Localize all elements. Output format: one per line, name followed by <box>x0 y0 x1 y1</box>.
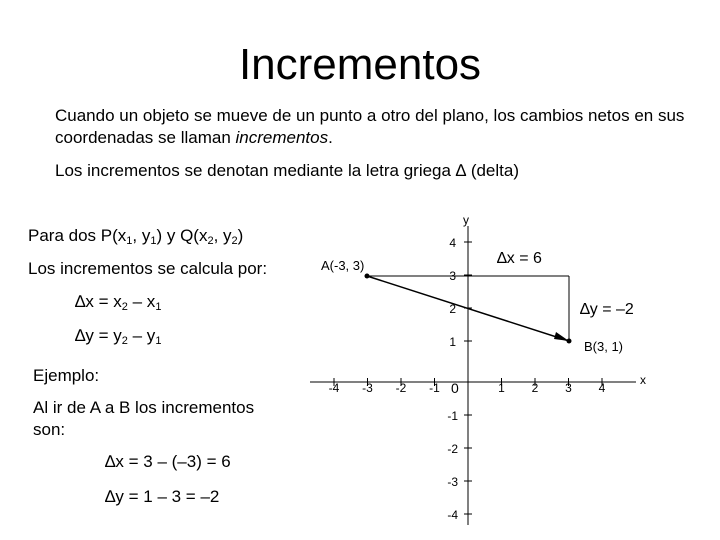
x-tick-label: -2 <box>395 381 407 395</box>
para-dos-sub2: 1 <box>150 235 157 247</box>
intro-end: . <box>328 128 333 147</box>
ejemplo-delta-x: ∆x = 3 – (–3) = 6 <box>105 452 231 471</box>
delta-text-after: (delta) <box>466 161 520 180</box>
x-tick-label: 2 <box>531 381 539 395</box>
para-dos-mid1: , y <box>132 226 151 245</box>
delta-text-before: Los incrementos se denotan mediante la letra griega <box>55 161 456 180</box>
para-dos-sub1: 1 <box>126 235 133 247</box>
ejemplo-text-line2: son: <box>33 420 66 439</box>
formula-dx-a: ∆x = x <box>75 292 122 311</box>
formula-dy-a: ∆y = y <box>75 326 122 345</box>
x-tick-label: 3 <box>565 381 572 395</box>
intro-italic-word: incrementos <box>235 128 329 147</box>
para-dos-sub4: 2 <box>231 235 238 247</box>
y-tick-label: 4 <box>449 236 456 250</box>
point-b-marker <box>567 339 572 344</box>
para-dos-mid3: , y <box>213 226 232 245</box>
formula-dx-sub2: 1 <box>155 301 162 313</box>
formula-dy-sub1: 2 <box>121 335 128 347</box>
para-dos-prefix: Para dos P(x <box>28 226 127 245</box>
point-a-label: A(-3, 3) <box>321 258 365 273</box>
formula-dy-b: – y <box>127 326 156 345</box>
para-dos-sub3: 2 <box>207 235 214 247</box>
slide-title: Incrementos <box>238 40 482 89</box>
point-a-marker <box>365 274 370 279</box>
se-calcula-text: Los incrementos se calcula por: <box>28 259 268 278</box>
ejemplo-label: Ejemplo: <box>33 366 100 385</box>
para-dos-mid2: ) y Q(x <box>156 226 208 245</box>
segment-arrowhead <box>554 332 569 341</box>
y-tick-label: 2 <box>449 302 456 316</box>
x-tick-label: -1 <box>429 381 440 395</box>
formula-dy-sub2: 1 <box>155 335 162 347</box>
x-tick-label: -4 <box>328 381 340 395</box>
y-tick-label: -2 <box>447 442 458 456</box>
y-tick-label: -1 <box>447 409 458 423</box>
point-b-label: B(3, 1) <box>584 339 624 354</box>
x-axis-label: x <box>640 373 646 387</box>
delta-symbol: ∆ <box>455 161 467 180</box>
x-tick-label: 1 <box>498 381 505 395</box>
formula-dx-b: – x <box>127 292 156 311</box>
delta-y-label: ∆y = –2 <box>580 301 634 318</box>
y-tick-label: -3 <box>447 475 458 489</box>
ejemplo-text-line1: Al ir de A a B los incrementos <box>33 398 255 417</box>
y-tick-label: 3 <box>449 269 456 283</box>
para-dos-end: ) <box>237 226 244 245</box>
x-tick-group <box>329 378 606 395</box>
formula-dx-sub1: 2 <box>121 301 128 313</box>
y-tick-label: -4 <box>447 508 458 522</box>
ejemplo-delta-y: ∆y = 1 – 3 = –2 <box>105 487 220 506</box>
y-tick-label: 1 <box>449 335 456 349</box>
origin-label: 0 <box>451 380 459 396</box>
x-tick-label: -3 <box>362 381 373 395</box>
x-tick-label: 4 <box>598 381 606 395</box>
y-axis-label: y <box>463 213 469 227</box>
delta-x-label: ∆x = 6 <box>497 250 542 267</box>
intro-text: Cuando un objeto se mueve de un punto a otro del plano, los cambios netos en sus coordenadas se llaman <box>55 106 685 147</box>
